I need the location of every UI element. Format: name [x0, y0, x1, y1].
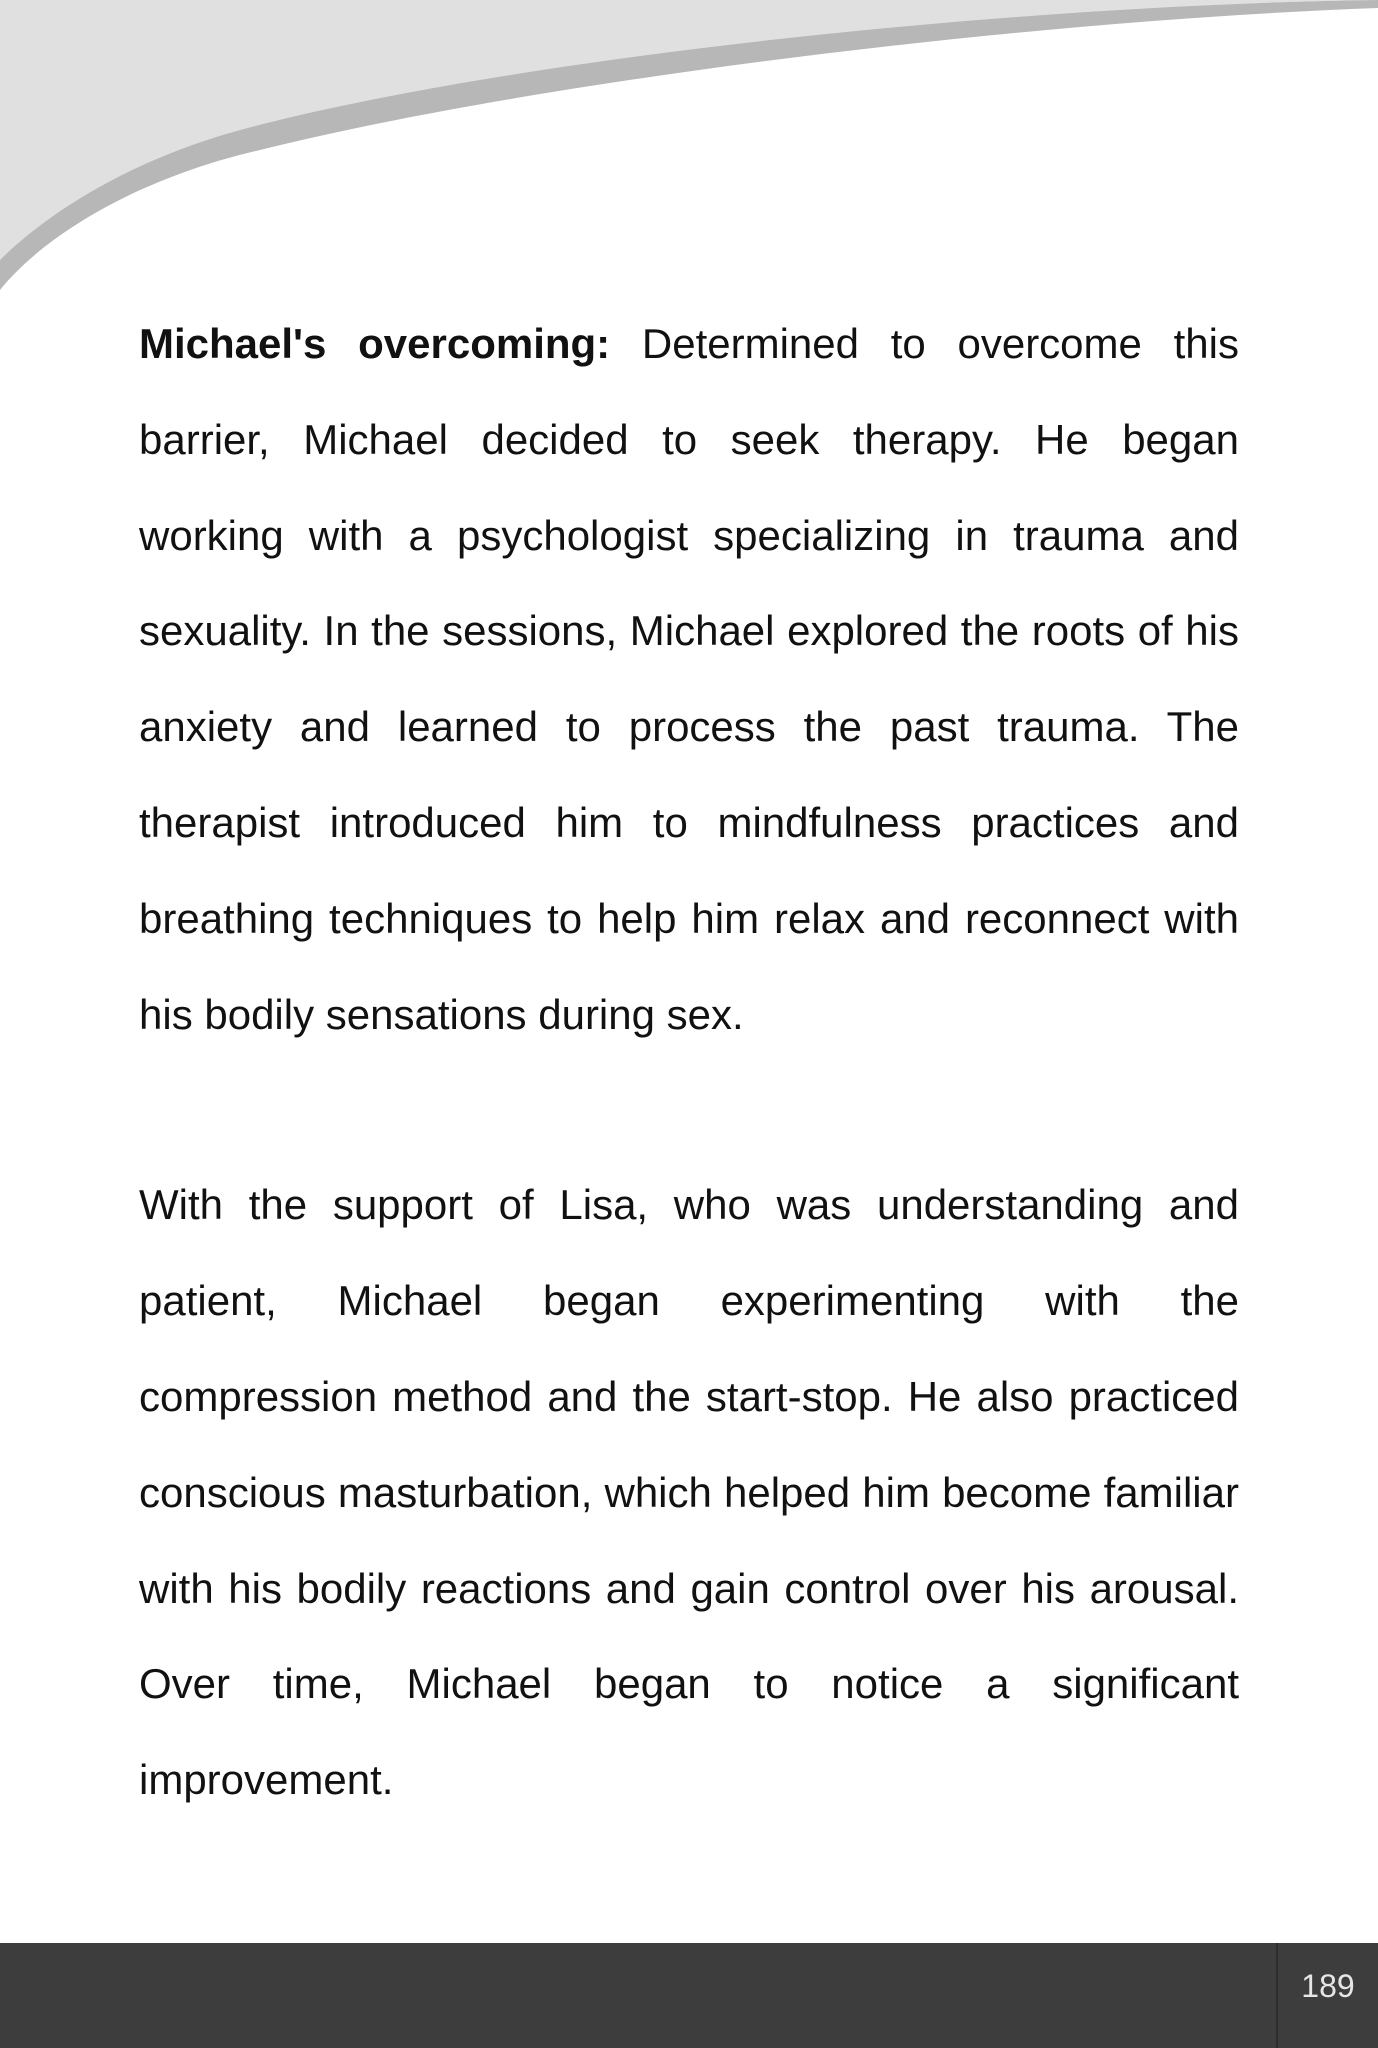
header-swoosh-decoration: [0, 0, 1378, 300]
swoosh-light-band: [0, 0, 1378, 260]
paragraph-lead-heading: Michael's overcoming:: [139, 320, 611, 367]
paragraph-michaels-overcoming: [139, 296, 1239, 1062]
page-number: 189: [1301, 1968, 1355, 2004]
main-text: [139, 296, 1239, 1828]
paragraph-lisa-support: With the support of Lisa, who was understanding and patient, Michael began experimenting with the compression method and the start-stop. He also practiced conscious masturbation, which helped him become familiar with his bodily reactions and gain control over his arousal. Over time, Michael began to notice a significant improvement.: [139, 1181, 1239, 1804]
paragraph-body: Determined to overcome this barrier, Michael decided to seek therapy. He began working with a psychologist specializing in trauma and sexuality. In the sessions, Michael explored the roots of his anxiety and learned to process the past trauma. The therapist introduced him to mindfulness practices and breathing techniques to help him relax and reconnect with his bodily sensations during sex.: [139, 320, 1239, 1038]
footer-bar: [0, 1943, 1378, 2048]
